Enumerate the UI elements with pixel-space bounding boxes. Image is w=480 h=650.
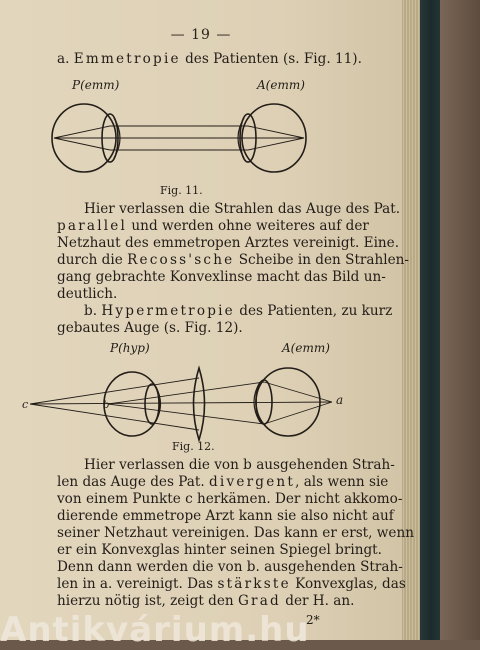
- para2-line5: seiner Netzhaut vereinigen. Das kann er erst, wenn: [57, 525, 414, 541]
- para2-line4: dierende emmetrope Arzt kann sie also nicht auf: [57, 508, 394, 524]
- para2-line2: len das Auge des Pat. divergent, als wenn sie: [57, 474, 389, 490]
- figure-12-caption: Fig. 12.: [172, 440, 215, 453]
- section-a-heading: a. Emmetropie des Patienten (s. Fig. 11).: [57, 51, 362, 67]
- fig12-label-patient: P(hyp): [110, 341, 150, 355]
- para2-line1: Hier verlassen die von b ausgehenden Strah-: [84, 457, 395, 473]
- para1-line1: Hier verlassen die Strahlen das Auge des Pat.: [84, 201, 401, 217]
- para2-line7: Denn dann werden die von b. ausgehenden Strah-: [57, 559, 403, 575]
- fig12-label-arzt: A(emm): [282, 341, 330, 355]
- section-b-heading: b. Hypermetropie des Patienten, zu kurz: [84, 303, 393, 319]
- background-right: [440, 0, 480, 640]
- para2-line8: len in a. vereinigt. Das stärkste Konvexglas, das: [57, 576, 406, 592]
- fig12-point-a: a: [336, 393, 344, 407]
- parallel-rays: [54, 126, 304, 150]
- page-block-edge: [400, 0, 420, 640]
- figure-12-diagram: [20, 338, 354, 442]
- figure-11-diagram: [44, 74, 344, 184]
- divergent-rays: [30, 378, 332, 430]
- eye-patient-hyp: [104, 372, 161, 436]
- term-emmetropie: Emmetropie: [73, 51, 181, 67]
- term-divergent: divergent: [209, 474, 296, 490]
- term-parallel: parallel: [57, 218, 128, 234]
- para1-line3: Netzhaut des emmetropen Arztes vereinigt. Eine.: [57, 235, 400, 251]
- book-cover-edge: [418, 0, 440, 640]
- para2-line9: hierzu nötig ist, zeigt den Grad der H. an.: [57, 593, 355, 609]
- fig12-point-b: b: [103, 400, 110, 411]
- watermark: Antikvárium.hu: [0, 610, 310, 650]
- term-hypermetropie: Hypermetropie: [101, 303, 235, 319]
- signature-mark: 2*: [306, 613, 320, 627]
- term-grad: Grad: [237, 593, 281, 609]
- figure-11-caption: Fig. 11.: [160, 184, 203, 197]
- fig11-label-arzt: A(emm): [257, 78, 305, 92]
- para1-line6: deutlich.: [57, 286, 118, 302]
- fig12-point-c: c: [22, 398, 29, 411]
- para1-line4: durch die Recoss'sche Scheibe in den Strahlen-: [57, 252, 410, 268]
- fig11-label-patient: P(emm): [72, 78, 120, 92]
- para2-line3: von einem Punkte c herkämen. Der nicht akkomo-: [57, 491, 403, 507]
- term-staerkste: stärkste: [217, 576, 291, 592]
- page-number: — 19 —: [170, 27, 232, 43]
- para2-line6: er ein Konvexglas hinter seinen Spiegel bringt.: [57, 542, 382, 558]
- para1-line5: gang gebrachte Konvexlinse macht das Bild un-: [57, 269, 386, 285]
- section-b-line2: gebautes Auge (s. Fig. 12).: [57, 320, 243, 336]
- term-recoss: Recoss'sche: [127, 252, 235, 268]
- para1-line2: parallel und werden ohne weiteres auf der: [57, 218, 369, 234]
